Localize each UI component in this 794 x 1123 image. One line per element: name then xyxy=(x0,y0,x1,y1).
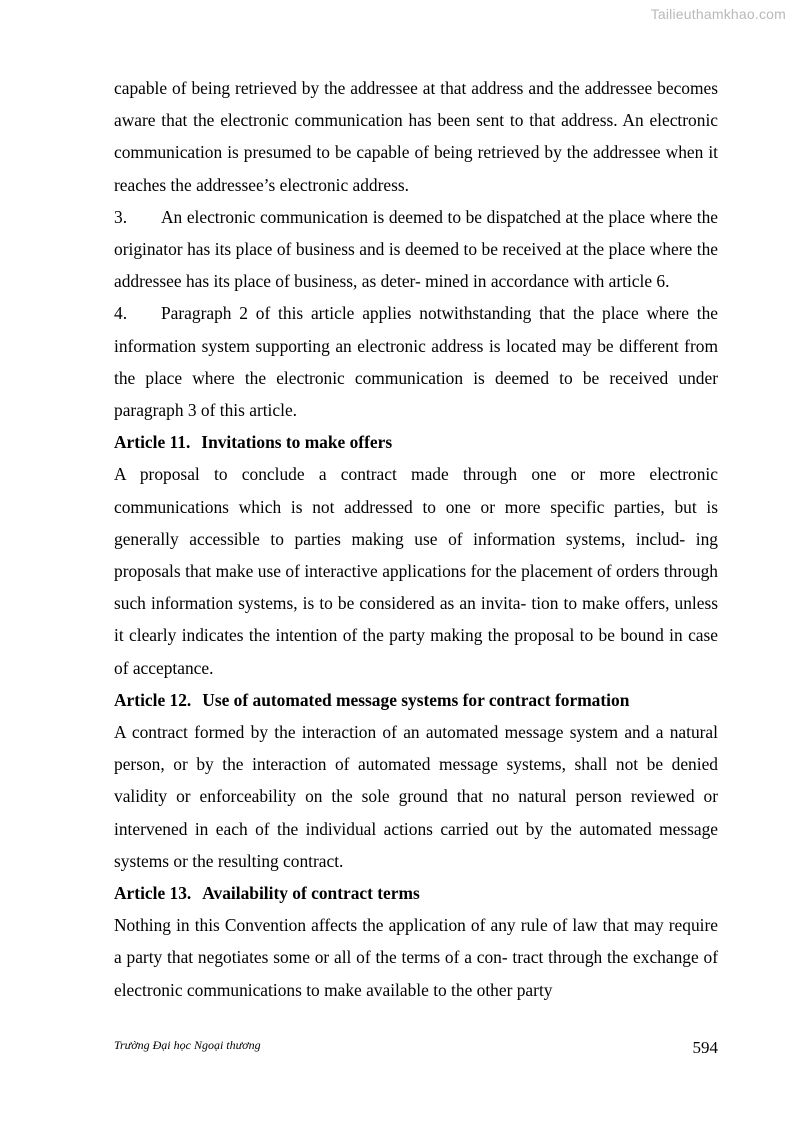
article-13-heading xyxy=(114,877,718,909)
watermark: Tailieuthamkhao.com xyxy=(650,6,786,22)
article-12-paragraph: A contract formed by the interaction of an automated message system and a natural person, or by the interaction of automated message systems, shall not be denied validity or enforceability on the sole ground that no natural person reviewed or intervened in each of the individual actions carried out by the automated message systems or the resulting contract. xyxy=(114,722,718,871)
article-number: Article 12. xyxy=(114,689,192,710)
article-13-paragraph: Nothing in this Convention affects the application of any rule of law that may require a party that negotiates some or all of the terms of a con- tract through the exchange of electronic communications to make available to the other party xyxy=(114,915,718,1000)
paragraph-number: 4. xyxy=(114,303,128,324)
paragraph-text: An electronic communication is deemed to be dispatched at the place where the originator has its place of business and is deemed to be received at the place where the addressee has its place of business, as deter- mined in accordance with article 6. xyxy=(114,206,718,292)
article-12-heading xyxy=(114,684,718,716)
article-title: Availability of contract terms xyxy=(202,883,420,904)
paragraph-continued: capable of being retrieved by the addressee at that address and the addressee becomes aware that the electronic communication has been sent to that address. An electronic communication is presumed to be capable of being retrieved by the addressee when it reaches the addressee’s electronic address. xyxy=(114,78,718,195)
paragraph-text: Paragraph 2 of this article applies notwithstanding that the place where the information system supporting an electronic address is located may be different from the place where the electronic communication is deemed to be received under paragraph 3 of this article. xyxy=(114,303,718,421)
article-title: Use of automated message systems for contract formation xyxy=(202,689,630,710)
article-11-heading xyxy=(114,426,718,458)
article-title: Invitations to make offers xyxy=(201,432,393,453)
paragraph-number: 3. xyxy=(114,206,128,227)
footer-institution: Trường Đại học Ngoại thương xyxy=(114,1038,261,1052)
article-number: Article 13. xyxy=(114,883,192,904)
document-body xyxy=(114,72,718,1006)
paragraph-3 xyxy=(114,201,718,298)
article-number: Article 11. xyxy=(114,432,191,453)
page-number: 594 xyxy=(692,1038,718,1057)
article-11-paragraph: A proposal to conclude a contract made through one or more electronic communications which is not addressed to one or more specific parties, but is generally accessible to parties making use of information systems, includ- ing proposals that make use of interactive applications for the placement of orders through such information systems, is to be considered as an invita- tion to make offers, unless it clearly indicates the intention of the party making the proposal to be bound in case of acceptance. xyxy=(114,464,718,678)
paragraph-4 xyxy=(114,297,718,426)
